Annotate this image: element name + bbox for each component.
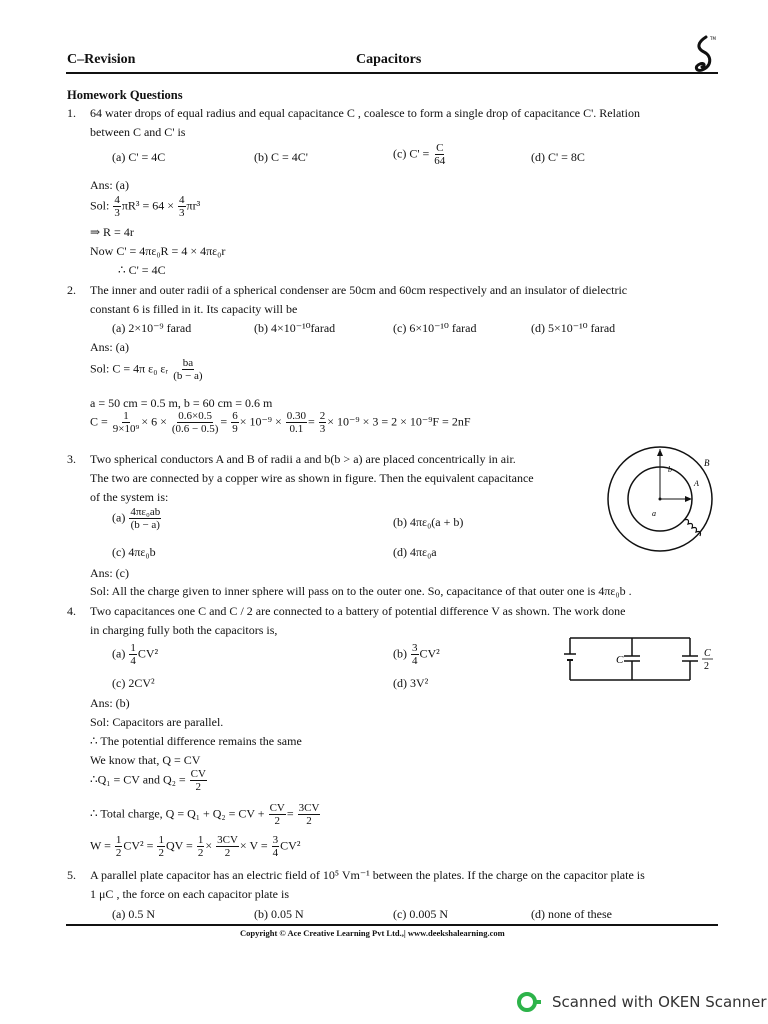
q1-sol-frac2-num: 4 (179, 194, 185, 206)
q3-text-line1: Two spherical conductors A and B of radii a and b(b > a) are placed concentrically in air. (90, 452, 516, 466)
q5-option-c: (c) 0.005 N (393, 907, 448, 921)
q5-number: 5. (67, 868, 76, 882)
q4-sol6-f5-den: 4 (272, 847, 279, 859)
q2-text-line1: The inner and outer radii of a spherical condenser are 50cm and 60cm respectively and an insulator of dielectric (90, 283, 628, 297)
q4-sol6-f2-den: 2 (158, 847, 164, 859)
label-B: B (704, 458, 710, 468)
label-A: A (694, 479, 699, 488)
q4-option-d: (d) 3V² (393, 676, 429, 690)
capacitor-c-label: C (616, 654, 624, 666)
q4-sol6-m2: QV = (165, 838, 193, 853)
radius-a-arrowhead (685, 496, 692, 502)
q5-option-b: (b) 0.05 N (254, 907, 304, 921)
q4-sol6-frac2 (157, 834, 165, 859)
section-title: Homework Questions (67, 88, 183, 102)
q4-option-a-fraction (129, 642, 137, 667)
q2-sol-den: (b − a) (173, 370, 203, 382)
q4-sol5-eq: = (286, 806, 294, 821)
q1-sol-line1-text: πR³ = 64 × (121, 198, 175, 213)
q5-text-line1: A parallel plate capacitor has an electric field of 10⁵ Vm⁻¹ between the plates. If the charge on the capacitor plate is (90, 868, 645, 882)
q1-sol-prefix: Sol: (90, 198, 110, 213)
q3-text-line3: of the system is: (90, 490, 169, 504)
q1-option-c-den: 64 (434, 155, 446, 167)
q4-solution-line3: We know that, Q = CV (90, 753, 201, 767)
q1-sol-frac-2 (178, 194, 186, 219)
q4-sol5-f2-num: 3CV (298, 802, 320, 814)
q3-option-a-prefix: (a) (112, 510, 126, 525)
q1-sol-frac-den: 3 (114, 207, 120, 219)
q2-solution-line3 (90, 410, 471, 435)
q4-sol6-tail: CV² (280, 838, 301, 853)
q4-sol6-m4: × V = (239, 838, 268, 853)
q2-sol3-c: C = (90, 414, 108, 429)
q4-sol6-f1-num: 1 (115, 834, 122, 846)
q4-solution-line6 (90, 834, 300, 859)
q2-sol3-f1-den: 9×10⁹ (112, 423, 140, 435)
q2-option-d: (d) 5×10⁻¹⁰ farad (531, 321, 616, 335)
q4-sol5-frac2 (298, 802, 321, 827)
q4-sol5-text: ∴ Total charge, Q = Q₁ + Q₂ = CV + (90, 806, 265, 821)
q4-text-line2: in charging fully both the capacitors is, (90, 623, 278, 637)
q1-sol-line1-tail: πr³ (186, 198, 201, 213)
q4-sol6-f3-den: 2 (197, 847, 204, 859)
q2-option-c: (c) 6×10⁻¹⁰ farad (393, 321, 477, 335)
q1-solution-line4: ∴ C' = 4C (118, 263, 166, 277)
q4-solution-line2: ∴ The potential difference remains the same (90, 734, 302, 748)
capacitor-c2-label-num: C (704, 648, 711, 659)
q4-parallel-capacitor-circuit (560, 634, 720, 684)
q1-answer: Ans: (a) (90, 178, 129, 192)
scanner-watermark (516, 991, 767, 1013)
header-rule (66, 72, 718, 74)
q3-concentric-spheres-figure (600, 446, 718, 572)
q1-option-b: (b) C = 4C' (254, 150, 308, 164)
q3-option-a-num: 4πε₀ab (130, 506, 161, 518)
header-title: Capacitors (356, 52, 422, 67)
q4-sol6-frac3 (197, 834, 205, 859)
q2-sol3-mid2: = (220, 414, 228, 429)
q4-option-b-den: 4 (412, 655, 418, 667)
q2-sol3-frac5 (319, 410, 327, 435)
q2-number: 2. (67, 283, 76, 297)
q4-sol6-frac4 (216, 834, 239, 859)
q2-sol3-mid3: × 10⁻⁹ × (239, 414, 282, 429)
q4-sol6-m3: × (205, 838, 213, 853)
q3-option-a-fraction (129, 506, 161, 531)
q2-sol-fraction (172, 357, 203, 382)
q4-option-a-tail: CV² (137, 646, 159, 661)
q2-sol3-mid1: × 6 × (141, 414, 167, 429)
footer-rule (66, 924, 718, 926)
q1-sol-frac2-den: 3 (179, 207, 185, 219)
q2-solution-line2: a = 50 cm = 0.5 m, b = 60 cm = 0.6 m (90, 396, 273, 410)
q2-sol3-f2-num: 0.6×0.5 (178, 410, 212, 422)
q2-sol-num: ba (182, 357, 194, 369)
q4-option-a-prefix: (a) (112, 646, 126, 661)
q4-sol6-f3-num: 1 (197, 834, 204, 846)
q4-sol6-f5-num: 3 (272, 834, 279, 846)
q2-sol3-tail: × 10⁻⁹ × 3 = 2 × 10⁻⁹F = 2nF (327, 414, 471, 429)
q3-option-a-den: (b − a) (130, 519, 160, 531)
q1-option-c-num: C (436, 142, 444, 154)
q2-answer: Ans: (a) (90, 340, 129, 354)
q2-sol3-f2-den: (0.6 − 0.5) (171, 423, 219, 435)
q4-solution-line5 (90, 802, 321, 827)
q4-sol6-m1: CV² = (123, 838, 154, 853)
q4-option-b-fraction (411, 642, 419, 667)
q4-number: 4. (67, 604, 76, 618)
svg-text:TM: TM (710, 36, 716, 41)
q5-text-line2: 1 μC , the force on each capacitor plate is (90, 887, 290, 901)
q1-solution-line2: ⇒ R = 4r (90, 225, 134, 239)
q1-sol-frac-num: 4 (114, 194, 120, 206)
q4-solution-line4 (90, 768, 208, 793)
label-a: a (652, 509, 656, 518)
q2-text-line2: constant 6 is filled in it. Its capacity will be (90, 302, 298, 316)
q1-text-line1: 64 water drops of equal radius and equal capacitance C , coalesce to form a single drop of capacitance C'. Relation (90, 106, 640, 120)
q4-sol6-w: W = (90, 838, 111, 853)
q3-option-a (112, 506, 162, 531)
q2-sol3-frac1 (112, 410, 141, 435)
q4-sol6-f1-den: 2 (115, 847, 122, 859)
q4-option-a-num: 1 (130, 642, 136, 654)
q1-option-d: (d) C' = 8C (531, 150, 585, 164)
q4-option-c: (c) 2CV² (112, 676, 155, 690)
q3-option-b: (b) 4πε₀(a + b) (393, 515, 464, 529)
deeksha-logo-icon (690, 34, 718, 76)
scanner-watermark-text: Scanned with OKEN Scanner (552, 993, 767, 1011)
q2-solution-line1 (90, 357, 205, 382)
q4-sol6-f4-num: 3CV (217, 834, 238, 846)
q4-option-a-den: 4 (130, 655, 136, 667)
q4-option-b-num: 3 (412, 642, 418, 654)
q2-sol3-f3-den: 9 (232, 423, 238, 435)
q3-solution: Sol: All the charge given to inner sphere will pass on to the outer one. So, capacitance of that outer one is 4πε₀b . (90, 584, 632, 598)
q2-sol3-frac2 (171, 410, 220, 435)
q4-sol6-frac5 (272, 834, 280, 859)
q1-option-c-prefix: (c) C' = (393, 146, 430, 161)
q2-sol3-f4-num: 0.30 (286, 410, 306, 422)
q4-sol4-num: CV (190, 768, 206, 780)
center-dot (659, 498, 662, 501)
q3-option-c: (c) 4πε₀b (112, 545, 156, 559)
oken-logo-icon (516, 991, 542, 1013)
q4-text-line1: Two capacitances one C and C / 2 are connected to a battery of potential difference V as shown. The work done (90, 604, 626, 618)
q1-solution-line1 (90, 194, 200, 219)
q4-sol5-f2-den: 2 (306, 815, 312, 827)
q2-sol3-mid4: = (308, 414, 315, 429)
q4-option-a (112, 642, 158, 667)
q3-option-d: (d) 4πε₀a (393, 545, 437, 559)
q4-sol4-den: 2 (195, 781, 202, 793)
q2-option-a: (a) 2×10⁻⁹ farad (112, 321, 192, 335)
q1-option-c (393, 142, 447, 167)
q4-solution-line1: Sol: Capacitors are parallel. (90, 715, 224, 729)
q3-answer: Ans: (c) (90, 566, 129, 580)
q4-sol6-f2-num: 1 (158, 834, 164, 846)
q2-sol3-f5-num: 2 (319, 410, 326, 422)
q5-option-a: (a) 0.5 N (112, 907, 155, 921)
q2-sol3-f3-num: 6 (232, 410, 238, 422)
q4-sol5-f1-den: 2 (274, 815, 280, 827)
footer-copyright: Copyright © Ace Creative Learning Pvt Ltd.,| www.deekshalearning.com (240, 928, 505, 938)
q4-option-b (393, 642, 440, 667)
q4-sol6-f4-den: 2 (224, 847, 231, 859)
q1-number: 1. (67, 106, 76, 120)
q5-option-d: (d) none of these (531, 907, 612, 921)
q3-text-line2: The two are connected by a copper wire as shown in figure. Then the equivalent capacitance (90, 471, 534, 485)
q1-option-c-fraction (433, 142, 446, 167)
q4-option-b-tail: CV² (419, 646, 440, 661)
q4-sol5-f1-num: CV (269, 802, 285, 814)
label-b: b (668, 465, 672, 474)
q4-sol5-frac1 (269, 802, 286, 827)
q4-option-b-prefix: (b) (393, 646, 407, 661)
q4-sol4-fraction (190, 768, 207, 793)
q4-sol4-text: ∴Q₁ = CV and Q₂ = (90, 772, 186, 787)
header-left: C–Revision (67, 52, 136, 67)
q4-sol6-frac1 (115, 834, 123, 859)
capacitor-c2-label-den: 2 (704, 661, 709, 672)
q2-sol3-f1-num: 1 (123, 410, 129, 422)
q2-sol3-f4-den: 0.1 (289, 423, 304, 435)
q2-sol3-f5-den: 3 (319, 423, 326, 435)
radius-b-arrowhead (657, 449, 663, 456)
q2-sol3-frac3 (231, 410, 239, 435)
q2-option-b: (b) 4×10⁻¹⁰farad (254, 321, 336, 335)
q1-sol-frac-1 (113, 194, 121, 219)
q2-sol3-frac4 (286, 410, 307, 435)
q1-text-line2: between C and C' is (90, 125, 186, 139)
q3-number: 3. (67, 452, 76, 466)
q1-solution-line3: Now C' = 4πε₀R = 4 × 4πε₀r (90, 244, 226, 258)
q4-answer: Ans: (b) (90, 696, 130, 710)
q1-option-a: (a) C' = 4C (112, 150, 166, 164)
q2-sol-prefix: Sol: C = 4π ε₀ εᵣ (90, 361, 169, 376)
